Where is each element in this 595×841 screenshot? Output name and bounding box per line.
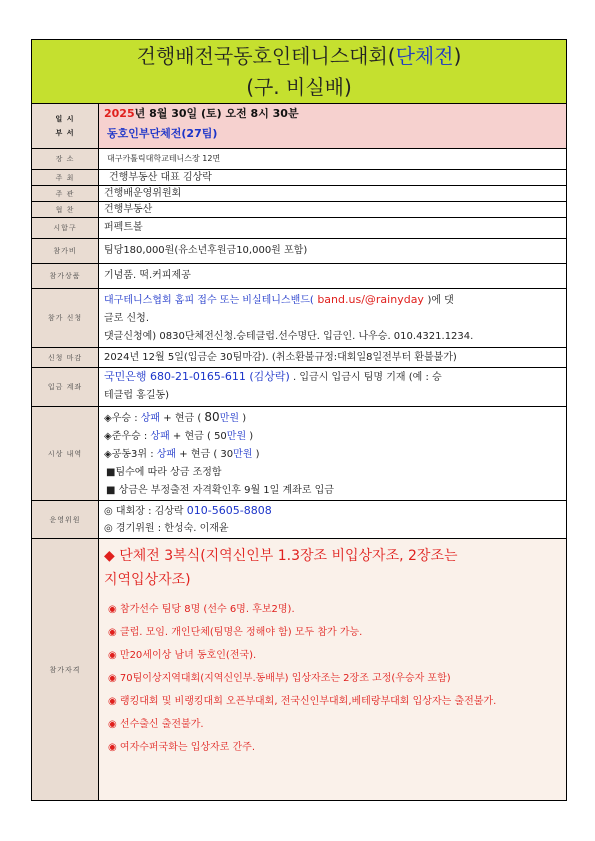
event-date <box>104 105 561 123</box>
qualification-item: ◉ 여자수퍼국화는 입상자로 간주. <box>108 742 256 753</box>
prize-second-plaque: 상패 <box>150 431 170 442</box>
title-line-1 <box>32 40 566 72</box>
prize-first-unit: 만원 <box>219 413 240 424</box>
chair-label: ◎ 대회장 : 김상락 <box>104 506 187 517</box>
label-host: 주 최 <box>32 170 99 185</box>
prize-second-amount: 50 <box>214 431 227 442</box>
value-venue: 대구카톨릭대학교테니스장 12면 <box>107 154 221 163</box>
title-prefix: 건행배전국동호인테니스대회( <box>136 44 396 68</box>
row-venue <box>32 149 566 170</box>
qualification-heading-line-1: ◆ 단체전 3복식(지역신인부 1.3장조 비입상자조, 2장조는 <box>104 548 458 564</box>
event-date-rest: 년 8월 30일 (토) 오전 8시 30분 <box>134 107 299 120</box>
row-qualification <box>32 539 566 800</box>
prize-third-plaque: 상패 <box>156 449 177 460</box>
row-organizer <box>32 186 566 202</box>
prize-second <box>104 428 561 446</box>
prize-second-title: ◈준우승 : <box>104 431 151 442</box>
prize-first-title: ◈우승 : <box>104 413 141 424</box>
label-division: 부 서 <box>55 129 75 137</box>
tournament-sheet <box>31 39 567 801</box>
label-qualification: 참가자격 <box>32 539 99 800</box>
value-host: 건행부동산 대표 김상락 <box>109 172 212 183</box>
apply-method: 대구테니스협회 홈피 접수 또는 비실테니스밴드( <box>104 295 314 306</box>
label-sponsor: 협 찬 <box>32 202 99 217</box>
prize-first-end: ) <box>239 413 247 424</box>
label-committee: 운영위원 <box>32 501 99 538</box>
label-ball: 시합구 <box>32 218 99 238</box>
prize-third <box>104 446 561 464</box>
label-venue: 장 소 <box>32 149 99 169</box>
bank-account: 국민은행 680-21-0165-611 (김상락) <box>104 370 290 383</box>
prize-third-mid: + 현금 ( <box>176 449 221 460</box>
label-prizes: 시상 내역 <box>32 407 99 500</box>
prize-second-unit: 만원 <box>226 431 247 442</box>
title-block <box>32 40 566 104</box>
value-ball: 퍼펙트볼 <box>104 222 143 233</box>
prize-second-end: ) <box>246 431 254 442</box>
row-prizes <box>32 407 566 501</box>
label-deadline: 신청 마감 <box>32 348 99 367</box>
row-account <box>32 368 566 407</box>
prize-note-1: ■팀수에 따라 상금 조정함 <box>106 467 222 478</box>
committee-referee: ◎ 경기위원 : 한성숙. 이재윤 <box>104 523 229 534</box>
event-division: 동호인부단체전(27팀) <box>107 127 218 140</box>
qualification-item: ◉ 클럽. 모임. 개인단체(팀명은 정해야 함) 모두 참가 가능. <box>108 627 363 638</box>
value-sponsor: 건행부동산 <box>104 204 153 215</box>
qualification-item: ◉ 70팀이상지역대회(지역신인부.동배부) 입상자조는 2장조 고정(우승자 포함) <box>108 673 451 684</box>
value-deadline: 2024년 12월 5일(입금순 30팀마감). (취소환불규정:대회일8일전부터 환불불가) <box>104 352 457 363</box>
prize-second-mid: + 현금 ( <box>169 431 215 442</box>
row-gifts <box>32 264 566 289</box>
apply-line-2: 글로 신청. <box>104 313 149 324</box>
account-line-2: 테클럽 홍길동) <box>104 390 170 401</box>
label-date: 일 시 <box>55 115 75 123</box>
row-apply <box>32 289 566 348</box>
row-committee <box>32 501 566 539</box>
prize-third-end: ) <box>252 449 260 460</box>
row-sponsor <box>32 202 566 218</box>
prize-first-mid: + 현금 ( <box>160 413 205 424</box>
chair-phone: 010-5605-8808 <box>186 504 272 517</box>
qualification-heading <box>104 540 561 592</box>
label-datetime <box>32 104 99 148</box>
qualification-heading-line-2: 지역입상자조) <box>104 572 191 588</box>
apply-example: 댓글신청예) 0830단체전신청.승테클럽.선수명단. 입금인. 나우승. 010.4321.1234. <box>104 331 474 342</box>
value-organizer: 건행배운영위원회 <box>104 188 182 199</box>
value-prizes <box>99 407 566 500</box>
prize-first <box>104 408 561 428</box>
title-suffix: ) <box>453 44 462 68</box>
account-line-1 <box>104 368 561 387</box>
event-year: 2025 <box>104 107 135 120</box>
label-account: 입금 계좌 <box>32 368 99 406</box>
qualification-item: ◉ 참가선수 팀당 8명 (선수 6명. 후보2명). <box>108 604 295 615</box>
value-qualification <box>99 539 566 800</box>
prize-first-amount: 80 <box>204 410 220 424</box>
prize-third-amount: 30 <box>220 449 234 460</box>
title-line-2: (구. 비실배) <box>246 75 352 99</box>
value-committee <box>99 501 566 538</box>
row-host <box>32 170 566 186</box>
band-link[interactable]: band.us/@rainyday <box>313 293 428 306</box>
prize-note-2: ■ 상금은 부정출전 자격확인후 9월 1일 계좌로 입금 <box>106 485 334 496</box>
value-apply <box>99 289 566 347</box>
row-fee <box>32 239 566 264</box>
apply-line-1-end: )에 댓 <box>427 295 454 306</box>
label-apply: 참가 신청 <box>32 289 99 347</box>
prize-third-title: ◈공동3위 : <box>104 449 157 460</box>
prize-third-unit: 만원 <box>233 449 253 460</box>
label-fee: 참가비 <box>32 239 99 263</box>
apply-line-1 <box>104 291 561 310</box>
prize-first-plaque: 상패 <box>140 413 161 424</box>
row-ball <box>32 218 566 239</box>
value-datetime <box>99 104 566 148</box>
qualification-item: ◉ 선수출신 출전불가. <box>108 719 204 730</box>
committee-chair <box>104 502 561 520</box>
row-datetime <box>32 104 566 149</box>
value-fee: 팀당180,000원(유소년후원금10,000원 포함) <box>104 245 308 256</box>
label-gifts: 참가상품 <box>32 264 99 288</box>
title-highlight: 단체전 <box>395 44 454 68</box>
value-account <box>99 368 566 406</box>
account-note: . 입금시 입금시 팀명 기재 (예 : 승 <box>289 372 442 383</box>
qualification-item: ◉ 랭킹대회 및 비랭킹대회 오픈부대회, 전국신인부대회,베테랑부대회 입상자는 출전불가. <box>108 696 497 707</box>
row-deadline <box>32 348 566 368</box>
qualification-item: ◉ 만20세이상 남녀 동호인(전국). <box>108 650 257 661</box>
label-organizer: 주 관 <box>32 186 99 201</box>
value-gifts: 기념품. 떡.커피제공 <box>104 270 191 281</box>
